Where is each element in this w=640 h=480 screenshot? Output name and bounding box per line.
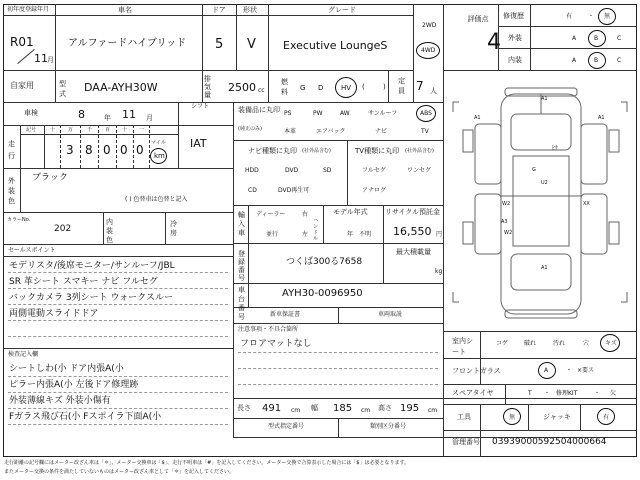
- registration-label: 登録番号: [238, 250, 245, 282]
- mileage-unit-mile: マイル: [151, 140, 166, 146]
- evaluation-score: 4: [487, 30, 501, 55]
- car-name-label: 車名: [118, 6, 132, 14]
- first-reg-label: 初年度登録年月: [7, 6, 50, 13]
- seat-tear: 破れ: [524, 340, 537, 347]
- notes-text: フロアマットなし: [240, 339, 312, 349]
- reg-era: R01: [10, 35, 34, 49]
- length-label: 長さ: [237, 404, 251, 412]
- shift: IAT: [190, 137, 207, 150]
- warranty-label: 新車保証書: [270, 311, 301, 318]
- nav-type-title-sub: (社外品含む): [302, 148, 331, 154]
- spare-sep1: ・: [544, 390, 551, 397]
- windshield-x: ×要ス: [577, 367, 595, 374]
- equip-leather: 本革: [284, 128, 297, 135]
- import-handle: ハンドル: [313, 218, 319, 242]
- recycle-fee-label: リサイクル預託金: [385, 208, 441, 216]
- spare-t: T: [528, 390, 532, 397]
- inspection-month-unit: 月: [146, 114, 153, 122]
- displacement-label: 排気量: [204, 75, 211, 99]
- inspection-year: 8: [78, 108, 85, 121]
- interior-color-label: 内装色: [106, 218, 113, 244]
- shape-label: 形状: [243, 6, 257, 14]
- inspector-line: Fガラス飛び石(小 Fスポイラ下面A(小: [9, 412, 162, 422]
- inspector-line: シートしわ(小 ドア内張A(小: [9, 364, 124, 374]
- mileage-unit-km: km: [154, 152, 165, 160]
- equip-tv: TV: [421, 128, 429, 135]
- equip-aw: AW: [340, 110, 350, 117]
- spare-none: 欠: [610, 390, 617, 397]
- repair-option-sep: ・: [588, 13, 595, 20]
- spare-sep2: ・: [594, 390, 601, 397]
- sales-point-line: モデリスタ/後席モニター/サンルーフ/JBL: [9, 261, 175, 271]
- mileage-digit-3: 0: [103, 143, 111, 157]
- displacement-unit: cc: [258, 87, 265, 94]
- tools-circle: [503, 408, 521, 425]
- door-label: ドア: [212, 6, 226, 14]
- mileage-unit-2: 千: [87, 127, 93, 133]
- mileage-unit-0: 十: [50, 127, 56, 133]
- jack-circle: [597, 408, 615, 425]
- exterior-color: ブラック: [32, 173, 68, 183]
- repair-label: 修復歴: [503, 12, 524, 20]
- shift-label: シフト: [191, 103, 210, 110]
- reg-month-unit: 月: [47, 56, 54, 64]
- damage-mark: A1: [474, 115, 481, 121]
- equip-abs: ABS: [420, 110, 432, 117]
- ext-grade-a: A: [572, 35, 577, 42]
- nav-dvd-play: DVD再生可: [278, 187, 310, 194]
- equip-navi: ナビ: [375, 128, 388, 135]
- type-number-label: 型式指定番号: [268, 423, 305, 430]
- width-label: 幅: [311, 404, 318, 412]
- damage-mark: XX: [583, 201, 590, 207]
- mileage-digit-4: 0: [120, 143, 128, 157]
- equipment-title: 装備品に丸印: [238, 106, 280, 114]
- fuel-option-open: (: [362, 83, 365, 91]
- fuel-option-hv: HV: [341, 84, 352, 92]
- sales-point-line: SR 革シート スマキー ナビ フルセグ: [9, 277, 158, 287]
- management-label: 管理番号: [452, 438, 480, 446]
- inspection-year-unit: 年: [104, 114, 111, 122]
- height-unit: cm: [428, 407, 438, 414]
- color-changed-note: ( ) 色替車は色替と記入: [125, 196, 188, 203]
- chassis-label: 車台番号: [238, 286, 245, 321]
- int-grade-b: B: [594, 57, 599, 64]
- inspection-label: 車検: [24, 109, 38, 117]
- interior-grade-label: 内装: [508, 56, 522, 64]
- tools-value: 無: [509, 414, 516, 421]
- nav-dvd: DVD: [285, 167, 299, 174]
- width-unit: cm: [361, 407, 371, 414]
- fuel-hv-circle: [335, 77, 357, 98]
- sales-points-title: セールスポイント: [8, 247, 56, 254]
- jack-value: 有: [603, 414, 610, 421]
- import-left: 左: [302, 231, 309, 238]
- footer-note: 走行距離の記号欄にはメーター改ざん車は「＊」、メーター交換車は「$」、走行不明車は「#」を記入してください。メーター交換で合算表示した場合には「$」は必要となります。: [4, 460, 410, 466]
- capacity-label: 定員: [398, 77, 405, 95]
- fuel-label: 燃料: [281, 78, 288, 96]
- ext-grade-c: C: [617, 35, 622, 42]
- damage-mark: A1: [598, 115, 605, 121]
- recycle-fee-unit: 円: [436, 231, 443, 238]
- import-parallel: 並行: [266, 231, 279, 238]
- windshield-a: A: [544, 367, 549, 374]
- inspector-line: 外装薄線キズ 外装小傷有: [9, 396, 111, 406]
- color-no: 202: [54, 224, 72, 234]
- mileage-unit-3: 百: [105, 127, 111, 133]
- equip-ps: PS: [284, 110, 292, 117]
- notes-title: 注意事項・不具合箇所: [238, 326, 299, 333]
- model: DAA-AYH30W: [84, 81, 158, 94]
- class-number-label: 類別区分番号: [370, 423, 407, 430]
- repair-option-no: 無: [604, 13, 611, 20]
- interior-seat-label: 室内シート: [452, 337, 473, 356]
- model-year-label: モデル年式: [333, 208, 368, 216]
- inspector-title: 検査記入欄: [8, 351, 39, 358]
- tv-type-title-sub: (社外品含む): [405, 148, 434, 154]
- fuel-option-close: ): [383, 83, 386, 91]
- car-name: アルファードハイブリッド: [68, 38, 187, 49]
- score-label: 評価点: [467, 15, 489, 23]
- mileage-unit-4: 十: [122, 127, 128, 133]
- equipment-title-sub: (純正のみ): [238, 126, 262, 132]
- damage-mark: A1: [541, 96, 548, 102]
- sales-point-line: バックカメラ 3列シート ウォークスルー: [9, 293, 173, 303]
- damage-mark: W2: [504, 230, 513, 236]
- fuel-option-d: D: [318, 84, 324, 92]
- nav-type-title: ナビ種類に丸印: [248, 147, 297, 155]
- windshield-label: フロントガラス: [452, 367, 501, 375]
- mileage-digit-5: 0: [136, 143, 144, 157]
- nav-sd: SD: [323, 167, 332, 174]
- mileage-unit-5: 一: [139, 127, 145, 133]
- aircon-label: 冷房: [170, 220, 177, 237]
- import-dealer: ディーラー: [256, 211, 286, 218]
- windshield-sep: ・: [566, 367, 573, 374]
- mileage-digit-2: 8: [85, 143, 93, 157]
- tv-analog: アナログ: [362, 187, 387, 194]
- mileage-unit-1: 万: [68, 127, 74, 133]
- color-no-label: カラーNo.: [7, 217, 31, 223]
- length-unit: cm: [291, 407, 301, 414]
- drive-4wd: 4WD: [421, 47, 436, 54]
- seat-scratch: キズ: [605, 340, 617, 347]
- repair-option-yes: 有: [566, 13, 573, 20]
- grade-label: グレード: [328, 6, 356, 14]
- seat-burn: コゲ: [496, 340, 509, 347]
- damage-mark: A1: [541, 265, 548, 271]
- seat-scratch-circle: [600, 334, 620, 352]
- mileage-label: 走行: [8, 140, 15, 160]
- windshield-a-circle: [538, 362, 556, 379]
- ext-grade-b-circle: [588, 30, 606, 47]
- sales-point-line: 両側電動スライドドア: [9, 309, 99, 319]
- mileage-digit-1: 3: [66, 143, 74, 157]
- ext-grade-b: B: [594, 35, 599, 42]
- int-grade-a: A: [572, 57, 577, 64]
- mileage-sub-label: 記号: [26, 127, 37, 133]
- equip-airbag: エアバック: [316, 128, 346, 135]
- repair-no-circle: [598, 8, 616, 25]
- recycle-fee: 16,550: [393, 225, 432, 238]
- manual-label: 車両取説: [378, 311, 403, 318]
- equip-abs-circle: [416, 105, 436, 122]
- nav-hdd: HDD: [245, 167, 259, 174]
- drive-4wd-circle: [416, 42, 440, 59]
- length: 491: [262, 403, 282, 414]
- displacement: 2500: [228, 81, 256, 94]
- management-number: 03939000592504000664: [492, 437, 607, 447]
- max-load-label: 最大積載量: [396, 248, 431, 256]
- spare-kit: 修理KIT: [556, 390, 578, 397]
- exterior-grade-label: 外装: [508, 34, 522, 42]
- model-label: 型式: [59, 80, 66, 98]
- grade: Executive LoungeS: [283, 39, 388, 52]
- import-right: 右: [302, 211, 309, 218]
- usage: 自家用: [10, 81, 34, 90]
- damage-mark: G: [532, 167, 536, 173]
- drive-2wd: 2WD: [422, 22, 437, 29]
- import-label: 輸入車: [238, 211, 245, 237]
- jack-label: ジャッキ: [543, 413, 571, 421]
- mileage-km-circle: [150, 148, 167, 164]
- tv-oneseg: ワンセグ: [407, 167, 432, 174]
- height: 195: [400, 403, 420, 414]
- inspection-month: 11: [122, 108, 136, 121]
- int-grade-b-circle: [588, 52, 606, 69]
- damage-mark: W2: [502, 201, 511, 207]
- max-load-unit: kg: [435, 268, 443, 275]
- footer-note: またメーター交換の条件を満たしていないものはメーター改ざん車として「＊」を記入してください。: [4, 469, 235, 475]
- seat-hole: 穴: [583, 340, 590, 347]
- reg-month: 11: [34, 52, 48, 65]
- height-label: 高さ: [378, 404, 392, 412]
- capacity-unit: 人: [430, 87, 437, 95]
- capacity: 7: [416, 79, 424, 93]
- color-label: 外装色: [8, 177, 15, 205]
- inspector-line: ピラー内張A(小 左後ドア修理跡: [9, 380, 139, 390]
- width: 185: [333, 403, 353, 414]
- spare-tire-label: スペアタイヤ: [452, 389, 494, 397]
- registration-plate: つくば300る7658: [286, 257, 363, 267]
- equip-pw: PW: [313, 110, 323, 117]
- nav-cd: CD: [248, 187, 257, 194]
- int-grade-c: C: [617, 57, 622, 64]
- tools-label: 工具: [457, 413, 471, 421]
- tv-type-title: TV種類に丸印: [355, 147, 400, 155]
- seat-stain: 汚れ: [553, 340, 566, 347]
- tv-fullseg: フルセグ: [362, 167, 386, 174]
- chassis-number: AYH30-0096950: [282, 288, 363, 299]
- damage-mark: U2: [541, 180, 548, 186]
- model-year-value: 年 不明: [347, 231, 372, 238]
- doors: 5: [215, 37, 224, 52]
- equip-sunroof: サンルーフ: [368, 110, 398, 117]
- fuel-option-g: G: [300, 84, 306, 92]
- damage-mark: ﾋｹ: [552, 145, 559, 152]
- shape: V: [247, 37, 256, 52]
- damage-mark: A3: [501, 219, 508, 225]
